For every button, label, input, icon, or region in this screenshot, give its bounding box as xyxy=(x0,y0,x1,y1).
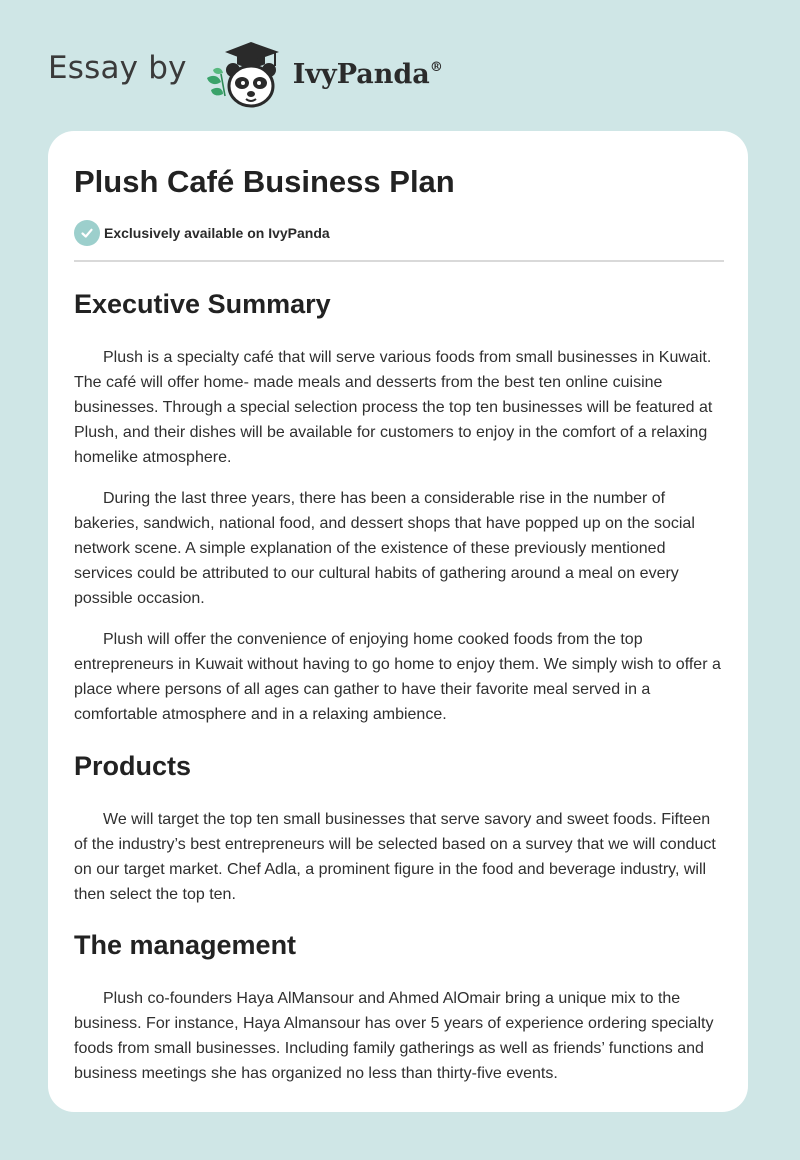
article-title: Plush Café Business Plan xyxy=(74,164,455,199)
badge-label: Exclusively available on IvyPanda xyxy=(104,225,330,241)
paragraph: Plush is a specialty café that will serve various foods from small businesses in Kuwait. The café will offer home- made meals and desserts from the best ten online cuisine businesses. Through a special selection process the top ten businesses will be featured at Plush, and their dishes will be available for customers to enjoy in the comfort of a relaxing homelike atmosphere. xyxy=(74,349,713,466)
registered-mark: ® xyxy=(429,59,443,75)
brand-text: IvyPanda xyxy=(292,58,430,90)
article-card xyxy=(48,131,748,1112)
section-management xyxy=(74,925,724,1086)
brand-name[interactable] xyxy=(293,59,443,90)
section-heading: Executive Summary xyxy=(74,289,331,319)
essay-by-label: Essay by xyxy=(48,50,187,86)
site-header xyxy=(48,34,508,110)
section-heading: Products xyxy=(74,751,192,781)
section-products xyxy=(74,746,724,907)
exclusive-badge xyxy=(74,220,330,246)
paragraph: Plush co-founders Haya AlMansour and Ahmed AlOmair bring a unique mix to the business. For instance, Haya Almansour has over 5 years of experience ordering specialty foods from small businesses. Including family gatherings as well as friends’ functions and business meetings she has organized no less than thirty-five events. xyxy=(74,990,714,1082)
paragraph: We will target the top ten small businesses that serve savory and sweet foods. Fifteen of the industry’s best entrepreneurs will be selected based on a survey that we will conduct on our target market. Chef Adla, a prominent figure in the food and beverage industry, will then select the top ten. xyxy=(74,811,716,903)
check-icon xyxy=(74,220,100,246)
paragraph: During the last three years, there has been a considerable rise in the number of bakeries, sandwich, national food, and dessert shops that have popped up on the social network scene. A simple explanation of the existence of these previously mentioned services could be attributed to our cultural habits of gathering around a meal on every possible occasion. xyxy=(74,490,695,607)
section-heading: The management xyxy=(74,930,297,960)
ivy-leaf-icon xyxy=(207,68,225,96)
panda-graduate-icon[interactable] xyxy=(203,34,285,110)
divider xyxy=(74,260,724,262)
section-executive-summary xyxy=(74,284,724,727)
article-body xyxy=(74,281,724,1086)
paragraph: Plush will offer the convenience of enjoying home cooked foods from the top entrepreneurs in Kuwait without having to go home to enjoy them. We simply wish to offer a place where persons of all ages can gather to have their favorite meal served in a comfortable atmosphere and in a relaxing ambience. xyxy=(74,631,721,723)
